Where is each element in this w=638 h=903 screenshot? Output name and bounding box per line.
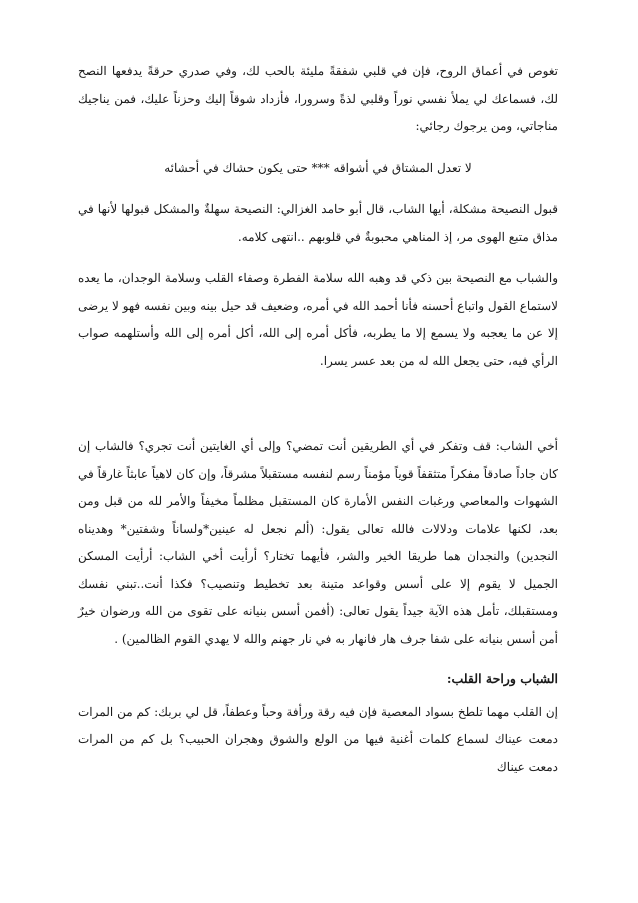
youth-advice-paragraph: والشباب مع النصيحة بين ذكي قد وهبه الله سلامة الفطرة وصفاء القلب وسلامة الوجدان، ما يعده لاستماع القول واتباع أحسنه فأنا أحمد الله في أمره، وضعيف قد حيل بينه وبين نفسه فهو لا يرضى إلا عن ما يعجبه ولا يسمع إلا ما يطربه، فأكل أمره إلى الله، أكل أمره إلى الله وأستلهمه صواب الرأي فيه، حتى يجعل الله له من بعد عسر يسرا.	[78, 271, 558, 368]
brother-paragraph: أخي الشاب: قف وتفكر في أي الطريقين أنت تمضي؟ وإلى أي الغايتين أنت تجري؟ فالشاب إن كان جاداً صادقاً مفكراً متثقفاً قوياً مؤمناً رسم لنفسه مستقبلاً مشرقاً، وإن كان لاهياً عابثاً غارقاً في الشهوات والمعاصي ورغبات النفس الأمارة كان المستقبل مظلماً مخيفاً والأمر لله من قبل ومن بعد، لكنها علامات ودلالات فالله تعالى يقول: (ألم نجعل له عينين*ولساناً وشفتين* وهديناه النجدين) والنجدان هما طريقا الخير والشر، فأيهما تختار؟ أرأيت أخي الشاب: أرأيت المسكن الجميل لا يقوم إلا على أسس وقواعد متينة بعد تخطيط وتنصيب؟ فكذا أنت..تبني نفسك ومستقبلك، تأمل هذه الآية جيداً يقول تعالى: (أفمن أسس بنيانه على تقوى من الله ورضوان خيرٌ أمن أسس بنيانه على شفا جرف هار فانهار به في نار جهنم والله لا يهدي القوم الظالمين) .	[78, 439, 558, 646]
document-page	[78, 58, 558, 781]
heart-paragraph: إن القلب مهما تلطخ بسواد المعصية فإن فيه رقة ورأفة وحباً وعطفاً، قل لي بربك: كم من المرات دمعت عيناك لسماع كلمات أغنية فيها من الولع والشوق وهجران الحبيب؟ بل كم من المرات دمعت عيناك	[78, 704, 559, 774]
ghazali-quote-paragraph: قبول النصيحة مشكلة، أيها الشاب، قال أبو حامد الغزالي: النصيحة سهلةٌ والمشكل قبولها لأنها في مذاق متبع الهوى مر، إذ المناهي محبوبةٌ في قلوبهم ..انتهى كلامه.	[78, 202, 558, 244]
section-heading: الشباب وراحة القلب:	[446, 671, 558, 686]
poetry-verse: لا تعدل المشتاق في أشواقه *** حتى يكون حشاك في أحشائه	[164, 160, 472, 175]
intro-paragraph: تغوص في أعماق الروح، فإن في قلبي شفقةً مليئة بالحب لك، وفي صدري حرقةً يدفعها النصح لك، فسماعك لي يملأ نفسي نوراً وقلبي لذةً وسرورا، فأزداد شوقاً إليك وحزناً عليك، فمن يناجيك مناجاتي، ومن يرجوك رجائي:	[78, 64, 558, 133]
